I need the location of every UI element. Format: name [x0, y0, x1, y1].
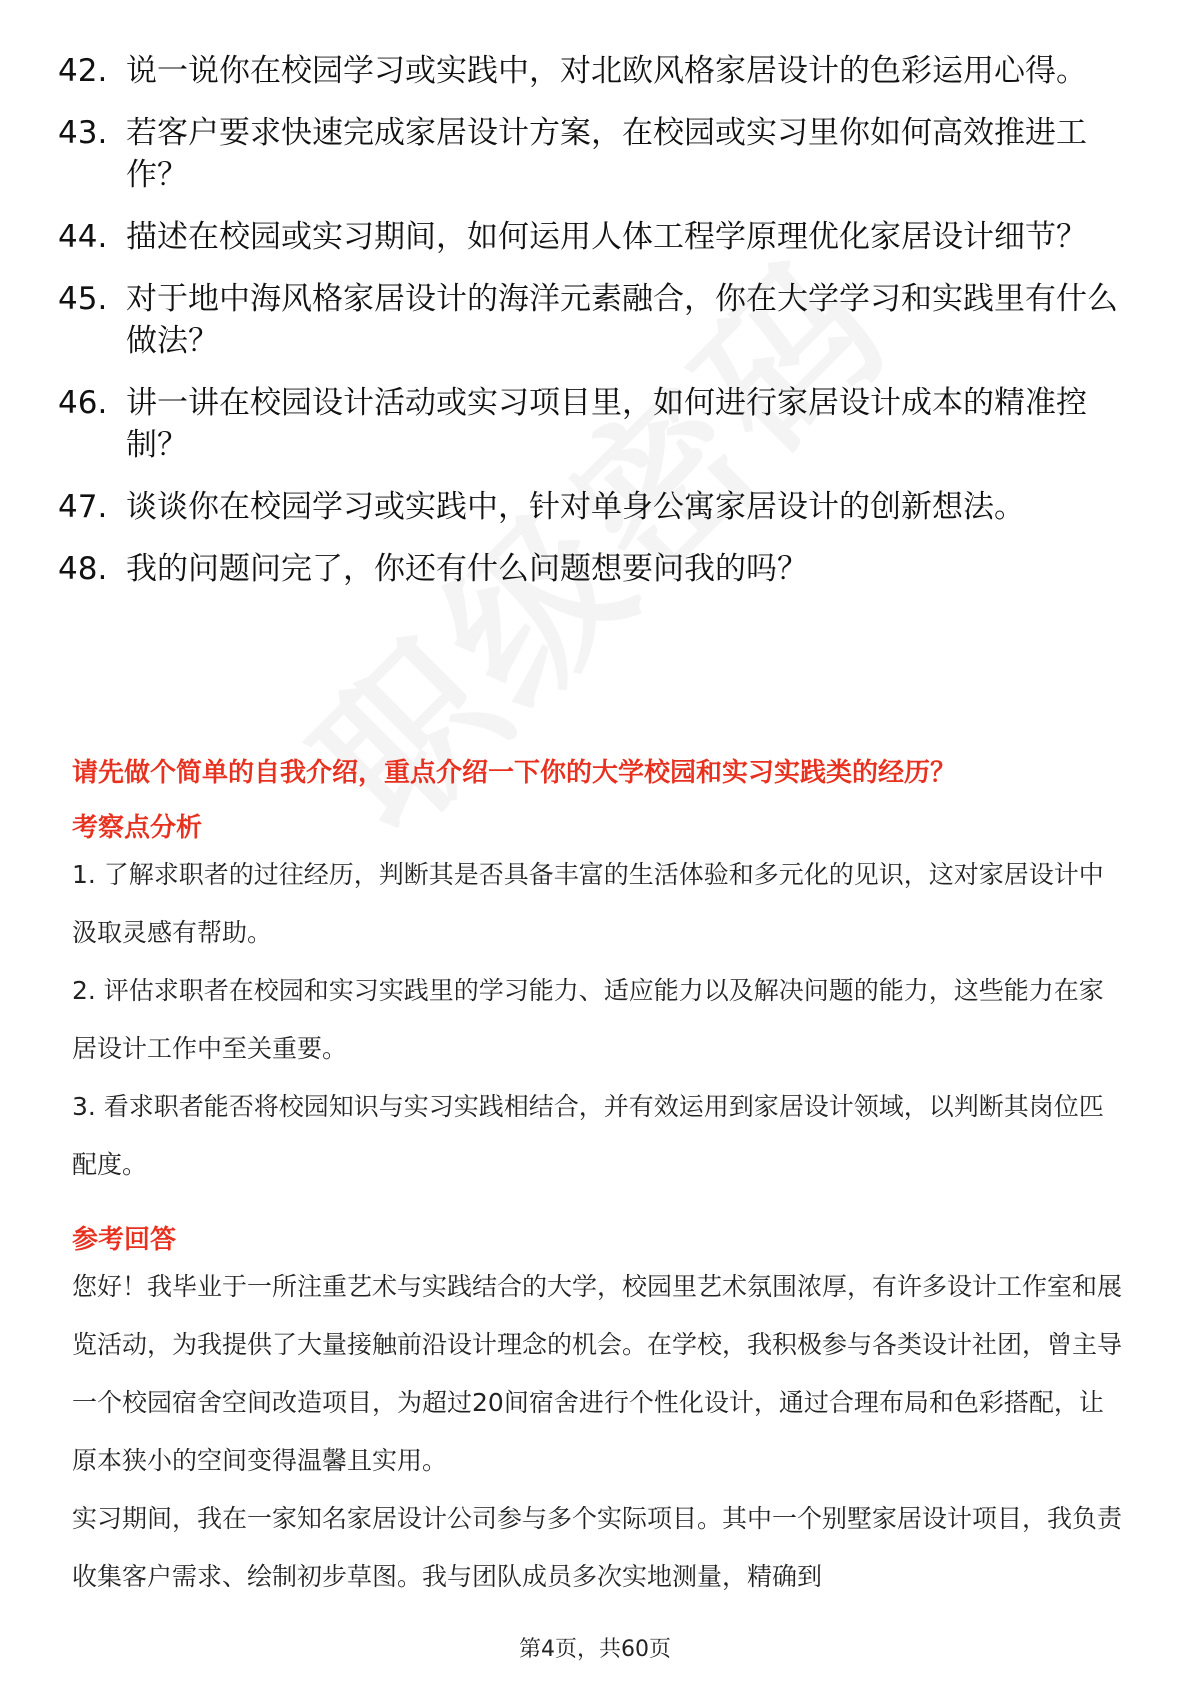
- analysis-section: [72, 810, 1122, 1194]
- analysis-heading: 考察点分析: [72, 813, 203, 843]
- question-text: 若客户要求快速完成家居设计方案，在校园或实习里你如何高效推进工作？: [126, 115, 1087, 193]
- question-item: [58, 50, 1130, 92]
- question-list: [58, 50, 1130, 610]
- question-text: 我的问题问完了，你还有什么问题想要问我的吗？: [126, 551, 808, 587]
- question-item: [58, 486, 1130, 528]
- question-item: [58, 112, 1130, 196]
- question-item: [58, 548, 1130, 590]
- reference-paragraph: 实习期间，我在一家知名家居设计公司参与多个实际项目。其中一个别墅家居设计项目，我负责收集客户需求、绘制初步草图。我与团队成员多次实地测量，精确到: [72, 1504, 1123, 1591]
- question-text: 对于地中海风格家居设计的海洋元素融合，你在大学学习和实践里有什么做法？: [126, 281, 1118, 359]
- page-footer: 第4页，共60页: [519, 1637, 671, 1662]
- intro-question-section: [72, 755, 1122, 791]
- reference-section: [72, 1222, 1122, 1606]
- intro-question: 请先做个简单的自我介绍，重点介绍一下你的大学校园和实习实践类的经历？: [72, 758, 957, 788]
- question-item: [58, 382, 1130, 466]
- question-number: 45.: [58, 281, 108, 317]
- question-text: 说一说你在校园学习或实践中，对北欧风格家居设计的色彩运用心得。: [126, 53, 1087, 89]
- question-text: 讲一讲在校园设计活动或实习项目里，如何进行家居设计成本的精准控制？: [126, 385, 1087, 463]
- question-text: 谈谈你在校园学习或实践中，针对单身公寓家居设计的创新想法。: [126, 489, 1025, 525]
- question-number: 42.: [58, 53, 108, 89]
- question-text: 描述在校园或实习期间，如何运用人体工程学原理优化家居设计细节？: [126, 219, 1087, 255]
- analysis-point: 1. 了解求职者的过往经历，判断其是否具备丰富的生活体验和多元化的见识，这对家居设计中汲取灵感有帮助。: [72, 860, 1104, 947]
- reference-paragraph: 您好！我毕业于一所注重艺术与实践结合的大学，校园里艺术氛围浓厚，有许多设计工作室和展览活动，为我提供了大量接触前沿设计理念的机会。在学校，我积极参与各类设计社团，曾主导一个校园宿舍空间改造项目，为超过20间宿舍进行个性化设计，通过合理布局和色彩搭配，让原本狭小的空间变得温馨且实用。: [72, 1272, 1123, 1475]
- question-number: 48.: [58, 551, 108, 587]
- question-number: 47.: [58, 489, 108, 525]
- question-item: [58, 278, 1130, 362]
- analysis-point: 3. 看求职者能否将校园知识与实习实践相结合，并有效运用到家居设计领域，以判断其岗位匹配度。: [72, 1092, 1104, 1179]
- question-item: [58, 216, 1130, 258]
- question-number: 43.: [58, 115, 108, 151]
- question-number: 44.: [58, 219, 108, 255]
- analysis-point: 2. 评估求职者在校园和实习实践里的学习能力、适应能力以及解决问题的能力，这些能力在家居设计工作中至关重要。: [72, 976, 1104, 1063]
- reference-heading: 参考回答: [72, 1225, 177, 1255]
- question-number: 46.: [58, 385, 108, 421]
